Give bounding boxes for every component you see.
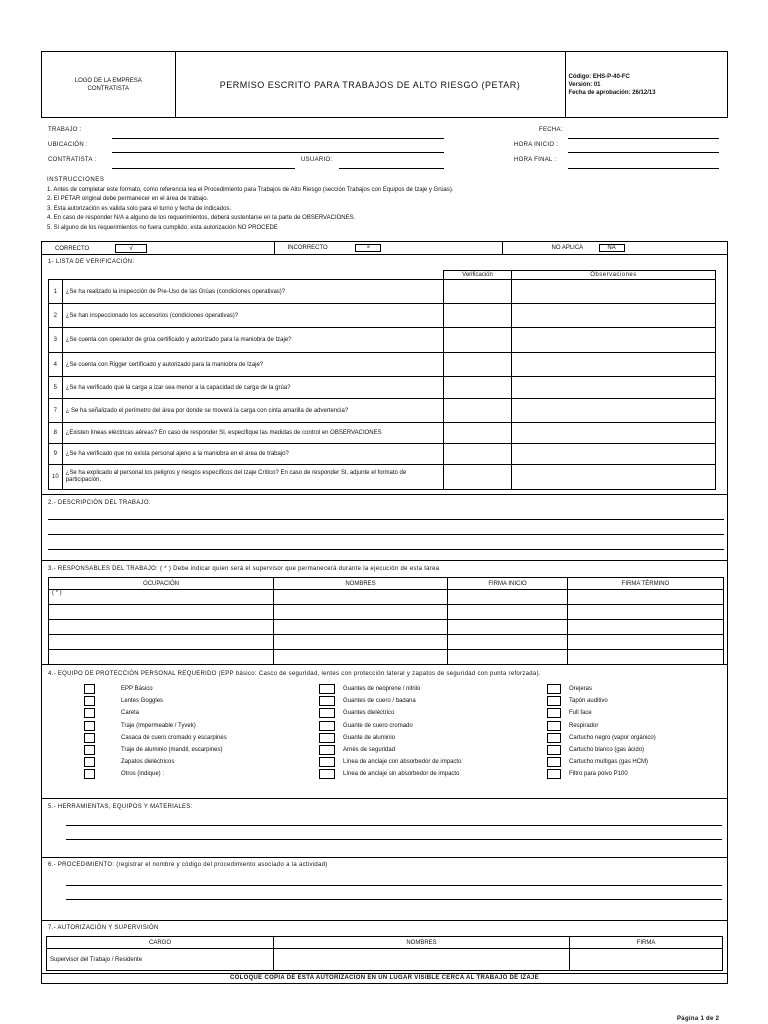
ocupacion-cell[interactable] [49,650,274,665]
verificacion-cell[interactable] [444,328,512,353]
doc-approval: Fecha de aprobación: 26/12/13 [568,89,656,96]
checkbox[interactable] [547,745,561,755]
checklist-title: 1- LISTA DE VERIFICACIÓN: [48,259,135,265]
table-row [49,280,716,304]
checkbox[interactable] [547,696,561,706]
verificacion-cell[interactable] [444,353,512,377]
epp-option[interactable]: Guantes de cuero / badana [319,695,461,707]
instruction-3: 3. Esta autorización es valida solo para el turno y fecha de indicados. [47,205,232,212]
epp-col-1 [84,683,227,781]
row-number: 3 [49,328,63,353]
checkbox[interactable] [84,708,95,718]
epp-section [41,665,728,799]
verificacion-cell[interactable] [444,465,512,490]
firma-termino-cell[interactable] [568,590,724,605]
responsables-table [48,577,724,665]
instruction-2: 2. El PETAR original debe permanecer en el área de trabajo. [47,196,209,203]
instruction-4: 4. En caso de responder N/A a alguno de los requerimientos, deberá sustentarse en la parte de OBSERVACIONES. [47,215,356,222]
row-number: 9 [49,444,63,465]
observaciones-cell[interactable] [512,377,716,399]
checklist-section [41,255,728,495]
checkbox[interactable] [84,684,95,694]
table-row [49,353,716,377]
nombres-cell[interactable] [274,949,570,971]
checkbox[interactable] [84,745,95,755]
contratista-label: CONTRATISTA : [48,157,97,163]
checkbox[interactable] [547,684,561,694]
autorizacion-table [46,936,723,971]
autorizacion-title: 7.- AUTORIZACIÓN Y SUPERVISIÓN [48,925,159,931]
procedimiento-section [41,858,728,921]
descripcion-section [41,495,728,561]
ocupacion-cell[interactable]: ( * ) [49,590,274,605]
question-text: ¿Se ha realizado la inspección de Pre-Uso de las Grúas (condiciones operativas)? [62,280,443,304]
epp-option[interactable]: Guantes dieléctrico [319,707,461,719]
question-text: ¿Existen líneas eléctricas aéreas? En caso de responder SI, especifique las medidas de control en OBSERVACIONES [62,423,443,444]
observaciones-cell[interactable] [512,353,716,377]
instruction-5: 5. Si alguno de los requerimientos no fuera cumplido, esta autorización NO PROCEDE [47,224,278,231]
herramientas-line[interactable] [66,825,722,826]
firma-termino-cell[interactable] [568,620,724,635]
correcto-mark: √ [115,244,147,253]
col-firma-termino: FIRMA TÉRMINO [568,578,724,590]
verificacion-cell[interactable] [444,377,512,399]
instructions [47,176,727,234]
epp-title: 4.- EQUIPO DE PROTECCIÓN PERSONAL REQUERIDO (EPP básico: Casco de seguridad, lentes con protección lateral y zapatos de seguridad con punta reforzada). [48,671,541,677]
row-number: 4 [49,353,63,377]
herramientas-title: 5.- HERRAMIENTAS, EQUIPOS Y MATERIALES: [48,804,193,810]
row-number: 1 [49,280,63,304]
table-row [49,304,716,328]
row-number: 5 [49,377,63,399]
instruction-1: 1. Antes de completar este formato, como referencia lea el Procedimiento para Trabajos de Alto Riesgo (sección Trabajos con Equipos de Izaje y Grúas). [47,186,454,193]
row-number: 8 [49,423,63,444]
doc-code: Código: EHS-P-40-FC [568,73,630,80]
firma-inicio-cell[interactable] [448,620,568,635]
epp-col-2 [319,683,461,781]
verificacion-cell[interactable] [444,399,512,423]
epp-option[interactable]: Cartucho negro (vapor orgánico) [547,732,656,744]
observaciones-cell[interactable] [512,280,716,304]
usuario-field[interactable] [339,168,444,169]
question-text: ¿Se ha verificado que la carga a izar sea menor a la capacidad de carga de la grúa? [62,377,443,399]
col-firma: FIRMA [570,937,723,949]
checkbox[interactable] [547,733,561,743]
checkbox[interactable] [547,769,561,779]
observaciones-cell[interactable] [512,399,716,423]
epp-option[interactable]: Guante de cuero cromado [319,720,461,732]
table-row [49,465,716,490]
question-text: ¿Se ha verificado que no exista personal ajeno a la maniobra en el área de trabajo? [62,444,443,465]
nombres-cell[interactable] [274,590,448,605]
firma-inicio-cell[interactable] [448,635,568,650]
notice: COLOQUE COPIA DE ESTA AUTORIZACIÓN EN UN LUGAR VISIBLE CERCA AL TRABAJO DE IZAJE [42,973,727,983]
epp-option[interactable]: Línea de anclaje con absorbedor de impacto [319,756,461,768]
epp-option[interactable]: Guante de aluminio [319,732,461,744]
verificacion-cell[interactable] [444,280,512,304]
question-text: ¿Se ha explicado al personal los peligros y riesgos específicos del Izaje Crítico? En caso de responder SI, adjunte el formato de participación. [62,465,443,490]
ubicacion-label: UBICACIÓN : [48,142,88,148]
observaciones-cell[interactable] [512,423,716,444]
col-nombres: NOMBRES [274,578,448,590]
table-row [49,605,724,620]
col-verificacion: Verificación [444,271,512,280]
table-row [49,620,724,635]
col-observaciones: Observaciones [512,271,716,280]
legend-correcto: CORRECTO √ [42,242,274,254]
checkbox[interactable] [84,769,95,779]
trabajo-label: TRABAJO : [48,127,82,133]
question-text: ¿Se cuenta con Rigger certificado y autorizado para la maniobra de Izaje? [62,353,443,377]
nombres-cell[interactable] [274,605,448,620]
table-row [49,650,724,665]
epp-option[interactable]: Careta [84,707,227,719]
checkbox[interactable] [547,721,561,731]
logo-placeholder [42,52,175,117]
epp-option[interactable]: Línea de anclaje sin absorbedor de impacto [319,768,461,780]
col-nombres: NOMBRES [274,937,570,949]
row-number: 7 [49,399,63,423]
epp-option[interactable]: Zapatos dieléctricos [84,756,227,768]
table-row [49,423,716,444]
question-text: ¿Se cuenta con operador de grúa certificado y autorizado para la maniobra de Izaje? [62,328,443,353]
ocupacion-cell[interactable] [49,635,274,650]
epp-option[interactable]: Tapón auditivo [547,695,656,707]
table-row [49,399,716,423]
incorrecto-mark: × [355,244,381,252]
epp-option[interactable]: Traje de aluminio (mandil, escarpines) [84,744,227,756]
table-row [49,590,724,605]
procedimiento-title: 6.- PROCEDIMIENTO: (registrar el nombre y código del procedimiento asociado a la actividad) [48,862,328,868]
descripcion-line[interactable] [48,534,724,535]
epp-option[interactable]: Lentes Goggles [84,695,227,707]
header-box [41,51,728,118]
checkbox[interactable] [547,757,561,767]
epp-col-3 [547,683,656,781]
hora-inicio-field[interactable] [568,152,719,153]
checkbox[interactable] [547,708,561,718]
descripcion-title: 2.- DESCRIPCIÓN DEL TRABAJO: [48,500,151,506]
checkbox[interactable] [319,696,335,706]
checkbox[interactable] [319,733,335,743]
col-firma-inicio: FIRMA INICIO [448,578,568,590]
checkbox[interactable] [84,757,95,767]
ocupacion-cell[interactable] [49,605,274,620]
checkbox[interactable] [319,757,335,767]
firma-termino-cell[interactable] [568,635,724,650]
epp-option[interactable]: Filtro para polvo P100 [547,768,656,780]
table-row [49,635,724,650]
usuario-label: USUARIO: [301,157,333,163]
checkbox[interactable] [319,708,335,718]
table-row [47,949,723,971]
procedimiento-line[interactable] [66,885,722,886]
epp-option[interactable]: EPP Básico [84,683,227,695]
herramientas-section [41,799,728,858]
page-number: Página 1 de 2 [677,1016,720,1022]
descripcion-line[interactable] [48,549,724,550]
epp-option[interactable]: Cartucho blanco (gas ácido) [547,744,656,756]
epp-option[interactable]: Arnés de seguridad [319,744,461,756]
legend-no-aplica: NO APLICA NA [502,242,727,254]
epp-option[interactable]: Full face [547,707,656,719]
contratista-field[interactable] [112,168,295,169]
row-number: 2 [49,304,63,328]
no-aplica-mark: NA [599,244,625,252]
checkbox[interactable] [319,721,335,731]
page-title: PERMISO ESCRITO PARA TRABAJOS DE ALTO RIESGO (PETAR) [175,52,565,117]
checkbox[interactable] [84,721,95,731]
hora-inicio-label: HORA INICIO : [514,142,559,148]
legend-incorrecto: INCORRECTO × [274,242,502,254]
table-row [49,377,716,399]
epp-option[interactable]: Orejeras [547,683,656,695]
hora-final-field[interactable] [568,168,719,169]
fecha-field[interactable] [568,138,719,139]
epp-option[interactable]: Respirador [547,720,656,732]
instructions-title: INSTRUCCIONES [47,177,105,183]
trabajo-field[interactable] [112,138,444,139]
fecha-label: FECHA: [539,127,563,133]
checkbox[interactable] [319,769,335,779]
row-number: 10 [49,465,63,490]
observaciones-cell[interactable] [512,328,716,353]
firma-cell[interactable] [570,949,723,971]
nombres-cell[interactable] [274,635,448,650]
logo-text: LOGO DE LA EMPRESA CONTRATISTA [74,77,142,92]
epp-option[interactable]: Casaca de cuero cromado y escarpines [84,732,227,744]
descripcion-line[interactable] [48,519,724,520]
procedimiento-line[interactable] [66,899,722,900]
herramientas-line[interactable] [66,839,722,840]
col-ocupacion: OCUPACIÓN [49,578,274,590]
table-row [49,444,716,465]
responsables-title: 3.- RESPONSABLES DEL TRABAJO: ( * ) Debe indicar quien será el supervisor que permanecerá durante la ejecución de esta tarea [48,566,440,572]
checkbox[interactable] [319,745,335,755]
responsables-section [41,561,728,665]
firma-inicio-cell[interactable] [448,650,568,665]
observaciones-cell[interactable] [512,465,716,490]
ocupacion-cell[interactable] [49,620,274,635]
hora-final-label: HORA FINAL : [514,157,557,163]
epp-option[interactable]: Otros (indique) : [84,768,227,780]
nombres-cell[interactable] [274,620,448,635]
checkbox[interactable] [84,696,95,706]
question-text: ¿ Se ha señalizado el perímetro del área por donde se moverá la carga con cinta amarilla de advertencia? [62,399,443,423]
observaciones-cell[interactable] [512,444,716,465]
epp-option[interactable]: Cartucho multigas (gas HCM) [547,756,656,768]
firma-termino-cell[interactable] [568,650,724,665]
checklist-table [48,270,716,490]
ubicacion-field[interactable] [112,152,444,153]
firma-termino-cell[interactable] [568,605,724,620]
verificacion-cell[interactable] [444,304,512,328]
col-cargo: CARGO [47,937,274,949]
firma-inicio-cell[interactable] [448,605,568,620]
checkbox[interactable] [84,733,95,743]
nombres-cell[interactable] [274,650,448,665]
checkbox[interactable] [319,684,335,694]
verificacion-cell[interactable] [444,444,512,465]
verificacion-cell[interactable] [444,423,512,444]
doc-version: Versión: 01 [568,81,601,88]
cargo-cell: Supervisor del Trabajo / Residente [47,949,274,971]
table-row [49,328,716,353]
autorizacion-section [41,921,728,984]
firma-inicio-cell[interactable] [448,590,568,605]
epp-option[interactable]: Traje (Impermeable / Tyvek) [84,720,227,732]
legend-box [41,241,728,255]
doc-info [565,52,727,117]
question-text: ¿Se han inspeccionado los accesorios (condiciones operativas)? [62,304,443,328]
observaciones-cell[interactable] [512,304,716,328]
epp-option[interactable]: Guantes de neoprene / nitrilo [319,683,461,695]
